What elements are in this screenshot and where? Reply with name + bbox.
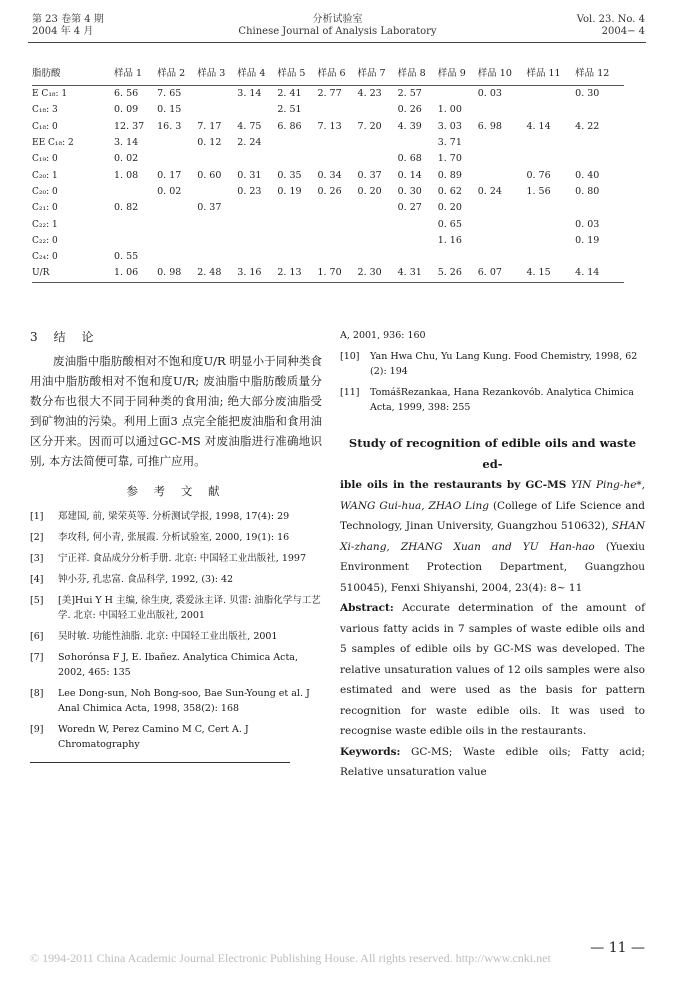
table-cell: 2. 57 — [397, 88, 422, 100]
table-cell — [478, 151, 527, 167]
column-header: 样品 3 — [197, 64, 237, 86]
table-cell: 4. 14 — [575, 265, 624, 282]
table-cell — [575, 200, 624, 216]
table-row — [32, 135, 624, 151]
table-cell — [398, 233, 438, 249]
table-cell — [526, 200, 575, 216]
table-cell: 0. 03 — [477, 88, 502, 100]
journal-name-cn: 分析试验室 — [312, 14, 363, 25]
table-cell — [358, 151, 398, 167]
table-cell — [526, 86, 575, 103]
reference-text: 李攻科, 何小青, 张展霞. 分析试验室, 2000, 19(1): 16 — [58, 532, 290, 543]
table-cell: 0. 09 — [114, 104, 139, 116]
fatty-acid-name: C₂₄: 0 — [32, 252, 58, 263]
table-cell: 6. 56 — [114, 88, 139, 100]
reference-number: [10] — [340, 351, 360, 362]
fatty-acid-name: C₁₈: 3 — [32, 105, 58, 116]
section-title: 结 论 — [53, 330, 100, 344]
table-cell — [157, 200, 197, 216]
fatty-acid-name: C₂₁: 0 — [32, 203, 58, 214]
table-cell: 0. 35 — [277, 169, 302, 181]
table-cell — [277, 151, 317, 167]
table-cell: 0. 37 — [357, 169, 382, 181]
table-cell: 4. 23 — [357, 88, 382, 100]
table-cell: 0. 60 — [197, 169, 222, 181]
reference-item — [30, 629, 322, 644]
table-cell: 3. 71 — [437, 137, 462, 149]
table-cell — [237, 200, 277, 216]
table-cell: 3. 14 — [114, 137, 139, 149]
table-row — [32, 249, 624, 265]
table-cell — [575, 135, 624, 151]
table-cell — [277, 200, 317, 216]
table-row — [32, 216, 624, 232]
table-cell: 0. 19 — [277, 185, 302, 197]
table-cell — [478, 135, 527, 151]
table-cell: 7. 13 — [317, 120, 342, 132]
table-row — [32, 86, 624, 103]
table-cell: 0. 80 — [575, 185, 600, 197]
issue-date: 2004 年 4 月 — [32, 26, 94, 37]
table-cell — [526, 102, 575, 118]
table-cell: 7. 17 — [197, 120, 222, 132]
table-row — [32, 119, 624, 135]
volume-issue: 第 23 卷第 4 期 — [32, 14, 104, 25]
reference-item — [30, 572, 322, 587]
reference-number: [9] — [30, 724, 44, 735]
table-cell — [277, 135, 317, 151]
reference-item — [30, 509, 322, 524]
table-cell — [237, 151, 277, 167]
reference-text: 宁正祥. 食品成分分析手册. 北京: 中国轻工业出版社, 1997 — [58, 553, 307, 564]
abstract-label: Abstract: — [340, 602, 394, 614]
table-cell: 0. 23 — [237, 185, 262, 197]
reference-item — [30, 551, 322, 566]
table-cell — [358, 200, 398, 216]
reference-item — [30, 650, 322, 680]
header-rule — [28, 42, 646, 43]
table-cell: 4. 15 — [526, 265, 575, 282]
table-cell: 3. 03 — [437, 120, 462, 132]
table-cell: 4. 75 — [237, 120, 262, 132]
table-cell — [526, 216, 575, 232]
table-cell — [526, 233, 575, 249]
issue-date-en: 2004− 4 — [601, 26, 645, 37]
table-cell — [197, 233, 237, 249]
column-header: 样品 5 — [277, 64, 317, 86]
english-title-line-2: ible oils in the restaurants by GC-MS — [340, 479, 567, 491]
table-cell — [317, 216, 357, 232]
reference-item — [30, 722, 322, 752]
table-cell: 2. 41 — [277, 88, 302, 100]
table-cell — [398, 249, 438, 265]
section-number: 3 — [30, 330, 38, 344]
reference-item — [340, 385, 645, 415]
table-row — [32, 233, 624, 249]
page-number: — 11 — — [590, 940, 645, 956]
english-title — [340, 433, 645, 475]
table-cell: 16. 3 — [157, 120, 182, 132]
reference-list-left — [30, 509, 322, 752]
copyright-watermark: © 1994-2011 China Academic Journal Electronic Publishing House. All rights reserved. http://www.cnki.net — [30, 951, 551, 965]
table-cell — [197, 151, 237, 167]
table-cell: 0. 34 — [317, 169, 342, 181]
table-cell — [398, 135, 438, 151]
table-cell — [438, 86, 478, 103]
table-body — [32, 86, 624, 283]
column-header: 样品 11 — [526, 64, 575, 86]
fatty-acid-name: C₂₀: 0 — [32, 186, 58, 197]
table-cell: 0. 62 — [437, 185, 462, 197]
table-cell: 1. 70 — [437, 153, 462, 165]
reference-text: Lee Dong-sun, Noh Bong-soo, Bae Sun-Young et al. J Anal Chimica Acta, 1998, 358(2): 168 — [58, 688, 310, 714]
reference-item — [340, 349, 645, 379]
table-cell: 0. 76 — [526, 169, 551, 181]
table-cell — [277, 249, 317, 265]
table-cell: 2. 77 — [317, 88, 342, 100]
table-cell — [478, 233, 527, 249]
table-cell — [237, 233, 277, 249]
table-cell — [114, 233, 157, 249]
reference-number: [2] — [30, 532, 44, 543]
table-cell — [317, 102, 357, 118]
reference-number: [7] — [30, 652, 44, 663]
table-cell — [358, 233, 398, 249]
table-cell — [317, 233, 357, 249]
table-cell — [478, 200, 527, 216]
table-cell — [526, 249, 575, 265]
journal-name-header — [0, 14, 675, 38]
right-column — [340, 328, 645, 783]
table-cell: 4. 22 — [575, 120, 600, 132]
table-cell: 6. 07 — [478, 265, 527, 282]
table-cell: 0. 24 — [477, 185, 502, 197]
table-cell: 0. 26 — [317, 185, 342, 197]
table-cell — [237, 249, 277, 265]
reference-item — [30, 686, 322, 716]
table-cell — [317, 249, 357, 265]
table-cell — [197, 102, 237, 118]
table-cell — [317, 200, 357, 216]
fatty-acid-name: C₂₀: 1 — [32, 170, 58, 181]
table-cell — [358, 102, 398, 118]
table-cell: 1. 70 — [317, 265, 357, 282]
column-header: 样品 2 — [157, 64, 197, 86]
table-cell: 7. 65 — [157, 88, 182, 100]
fatty-acid-name: C₂₂: 0 — [32, 235, 58, 246]
table-cell — [197, 249, 237, 265]
table-cell: 0. 82 — [114, 202, 139, 214]
table-cell — [526, 135, 575, 151]
table-cell: 0. 26 — [397, 104, 422, 116]
column-header: 样品 1 — [114, 64, 157, 86]
table-cell: 0. 15 — [157, 104, 182, 116]
reference-number: [1] — [30, 511, 44, 522]
left-column — [30, 328, 322, 763]
table-header-row — [32, 64, 624, 86]
table-cell: 0. 03 — [575, 218, 600, 230]
journal-name-en: Chinese Journal of Analysis Laboratory — [238, 26, 437, 37]
table-cell: 0. 30 — [397, 185, 422, 197]
table-cell: 2. 30 — [358, 265, 398, 282]
reference-number: [11] — [340, 387, 360, 398]
affiliation-2: (Yuexiu Environment Protection Department, Guangzhou 510045), Fenxi Shiyanshi, 2004, 23(4): 8~ 11 — [340, 540, 645, 594]
table-cell: 7. 20 — [357, 120, 382, 132]
reference-continuation: A, 2001, 936: 160 — [340, 330, 426, 341]
table-row — [32, 184, 624, 200]
table-cell — [237, 102, 277, 118]
affiliation-1: (College of Life Science and Technology, Jinan University, Guangzhou 510632), — [340, 499, 645, 532]
reference-text: 吴时敏. 功能性油脂. 北京: 中国轻工业出版社, 2001 — [58, 631, 278, 642]
references-rule — [30, 762, 290, 763]
table-row — [32, 200, 624, 216]
table-cell: 0. 30 — [575, 88, 600, 100]
table-cell: 0. 12 — [197, 137, 222, 149]
table-cell: 3. 16 — [237, 265, 277, 282]
fatty-acid-name: E C₁₈: 1 — [32, 89, 68, 100]
table-cell: 2. 51 — [277, 104, 302, 116]
column-header: 样品 4 — [237, 64, 277, 86]
column-header: 脂肪酸 — [32, 64, 114, 86]
references-heading: 参 考 文 献 — [126, 484, 226, 498]
authors-group-1: YIN Ping-he*, WANG Gui-hua, ZHAO Ling — [340, 479, 646, 512]
table-cell: 0. 27 — [397, 202, 422, 214]
table-cell — [277, 233, 317, 249]
table-cell: 0. 31 — [237, 169, 262, 181]
keywords-text: GC-MS; Waste edible oils; Fatty acid; Relative unsaturation value — [340, 745, 645, 778]
volume-issue-en: Vol. 23. No. 4 — [576, 14, 645, 25]
fatty-acid-name: C₁₈: 0 — [32, 121, 58, 132]
table-cell: 0. 17 — [157, 169, 182, 181]
reference-text: TomášRezankaa, Hana Rezankovób. Analytica Chimica Acta, 1999, 398: 255 — [370, 387, 634, 413]
table-cell: 2. 24 — [237, 137, 262, 149]
table-cell: 0. 02 — [114, 153, 139, 165]
table-row — [32, 102, 624, 118]
fatty-acid-name: U/R — [32, 265, 114, 282]
fatty-acid-table — [32, 64, 624, 283]
table-cell: 1. 06 — [114, 265, 157, 282]
table-cell — [358, 216, 398, 232]
table-cell — [478, 102, 527, 118]
table-cell: 4. 39 — [397, 120, 422, 132]
table-cell: 12. 37 — [114, 120, 145, 132]
table-cell: 1. 16 — [437, 234, 462, 246]
reference-text: 钟小芬, 孔忠富. 食品科学, 1992, (3): 42 — [58, 574, 234, 585]
table-cell — [197, 216, 237, 232]
table-cell — [157, 151, 197, 167]
table-cell: 0. 89 — [437, 169, 462, 181]
reference-text: 郑建国, 前, 梁荣英等. 分析测试学报, 1998, 17(4): 29 — [58, 511, 290, 522]
table-cell: 0. 19 — [575, 234, 600, 246]
reference-number: [3] — [30, 553, 44, 564]
column-header: 样品 9 — [438, 64, 478, 86]
table-cell: 1. 00 — [437, 104, 462, 116]
authors-group-2: SHAN Xi-zhang, ZHANG Xuan and YU Han-hao — [340, 520, 646, 553]
table-cell — [197, 184, 237, 200]
table-cell — [398, 216, 438, 232]
english-title-line-1: Study of recognition of edible oils and waste ed- — [348, 436, 637, 471]
reference-number: [6] — [30, 631, 44, 642]
table-row — [32, 151, 624, 167]
fatty-acid-name: EE C₁₈: 2 — [32, 138, 74, 149]
table-cell: 1. 08 — [114, 169, 139, 181]
table-cell: 0. 98 — [157, 265, 197, 282]
table-cell: 0. 37 — [197, 202, 222, 214]
table-cell: 6. 86 — [277, 120, 302, 132]
reference-number: [5] — [30, 595, 44, 606]
reference-list-right — [340, 349, 645, 415]
table-cell — [157, 135, 197, 151]
table-cell — [478, 167, 527, 183]
column-header: 样品 8 — [398, 64, 438, 86]
table-cell — [157, 233, 197, 249]
table-cell: 0. 40 — [575, 169, 600, 181]
table-cell: 0. 02 — [157, 185, 182, 197]
table-cell — [317, 151, 357, 167]
table-cell: 0. 20 — [437, 202, 462, 214]
table-cell — [237, 216, 277, 232]
column-header: 样品 7 — [358, 64, 398, 86]
table-cell — [478, 216, 527, 232]
table-cell: 6. 98 — [477, 120, 502, 132]
table-cell — [478, 249, 527, 265]
table-cell: 0. 55 — [114, 251, 139, 263]
table-cell — [526, 151, 575, 167]
reference-number: [4] — [30, 574, 44, 585]
table-cell — [157, 216, 197, 232]
table-cell — [114, 216, 157, 232]
table-cell — [317, 135, 357, 151]
table-cell: 5. 26 — [438, 265, 478, 282]
table-cell: 0. 14 — [397, 169, 422, 181]
column-header: 样品 6 — [317, 64, 357, 86]
reference-number: [8] — [30, 688, 44, 699]
table-cell: 4. 14 — [526, 120, 551, 132]
table-cell: 3. 14 — [237, 88, 262, 100]
reference-text: Yan Hwa Chu, Yu Lang Kung. Food Chemistry, 1998, 62 (2): 194 — [370, 351, 638, 377]
english-abstract-block — [340, 475, 645, 783]
table-cell: 2. 48 — [197, 265, 237, 282]
reference-text: [美]Hui Y H 主编, 徐生庚, 裘爱泳主译. 贝雷: 油脂化学与工艺学. 北京: 中国轻工业出版社, 2001 — [58, 595, 321, 621]
table-cell — [157, 249, 197, 265]
fatty-acid-name: C₂₂: 1 — [32, 219, 58, 230]
conclusion-paragraph: 废油脂中脂肪酸相对不饱和度U/R 明显小于同种类食用油中脂肪酸相对不饱和度U/R; 废油脂中脂肪酸质量分数分布也很大不同于同种类的食用油; 绝大部分废油脂受到矿物油的污染。利用上面3 点完全能把废油脂和食用油区分开来。因而可以通过GC-MS 对废油脂进行准确地识别, 本方法简便可靠, 可推广应用。 — [30, 354, 322, 468]
abstract-text: Accurate determination of the amount of various fatty acids in 7 samples of waste edible oils and 5 samples of edible oils by GC-MS was developed. The relative unsaturation values of 12 oils samples were also estimated and were used as the basis for pattern recognition for waste edible oils. It was used to recognise waste edible oils in the restaurants. — [340, 602, 645, 737]
table-cell — [197, 86, 237, 103]
column-header: 样品 12 — [575, 64, 624, 86]
keywords-label: Keywords: — [340, 745, 401, 758]
table-cell: 2. 13 — [277, 265, 317, 282]
table-cell: 0. 20 — [357, 185, 382, 197]
table-cell — [358, 135, 398, 151]
reference-item — [30, 530, 322, 545]
table-cell: 0. 68 — [397, 153, 422, 165]
reference-text: Sσhorónsa F J, E. Ibañez. Analytica Chimica Acta, 2002, 465: 135 — [58, 652, 298, 678]
fatty-acid-name: C₁₉: 0 — [32, 154, 58, 165]
table-cell — [114, 184, 157, 200]
table-cell — [358, 249, 398, 265]
table-cell — [438, 249, 478, 265]
table-cell: 1. 56 — [526, 185, 551, 197]
table-cell: 4. 31 — [398, 265, 438, 282]
table-cell — [575, 151, 624, 167]
table-cell: 0. 65 — [437, 218, 462, 230]
conclusion-heading — [30, 328, 322, 345]
table-cell — [277, 216, 317, 232]
table-row — [32, 167, 624, 183]
table-cell — [575, 102, 624, 118]
table-row — [32, 265, 624, 282]
column-header: 样品 10 — [478, 64, 527, 86]
reference-text: Woredn W, Perez Camino M C, Cert A. J Chromatography — [58, 724, 249, 750]
reference-item — [30, 593, 322, 623]
journal-vol-header-en — [577, 14, 645, 38]
table-cell — [575, 249, 624, 265]
